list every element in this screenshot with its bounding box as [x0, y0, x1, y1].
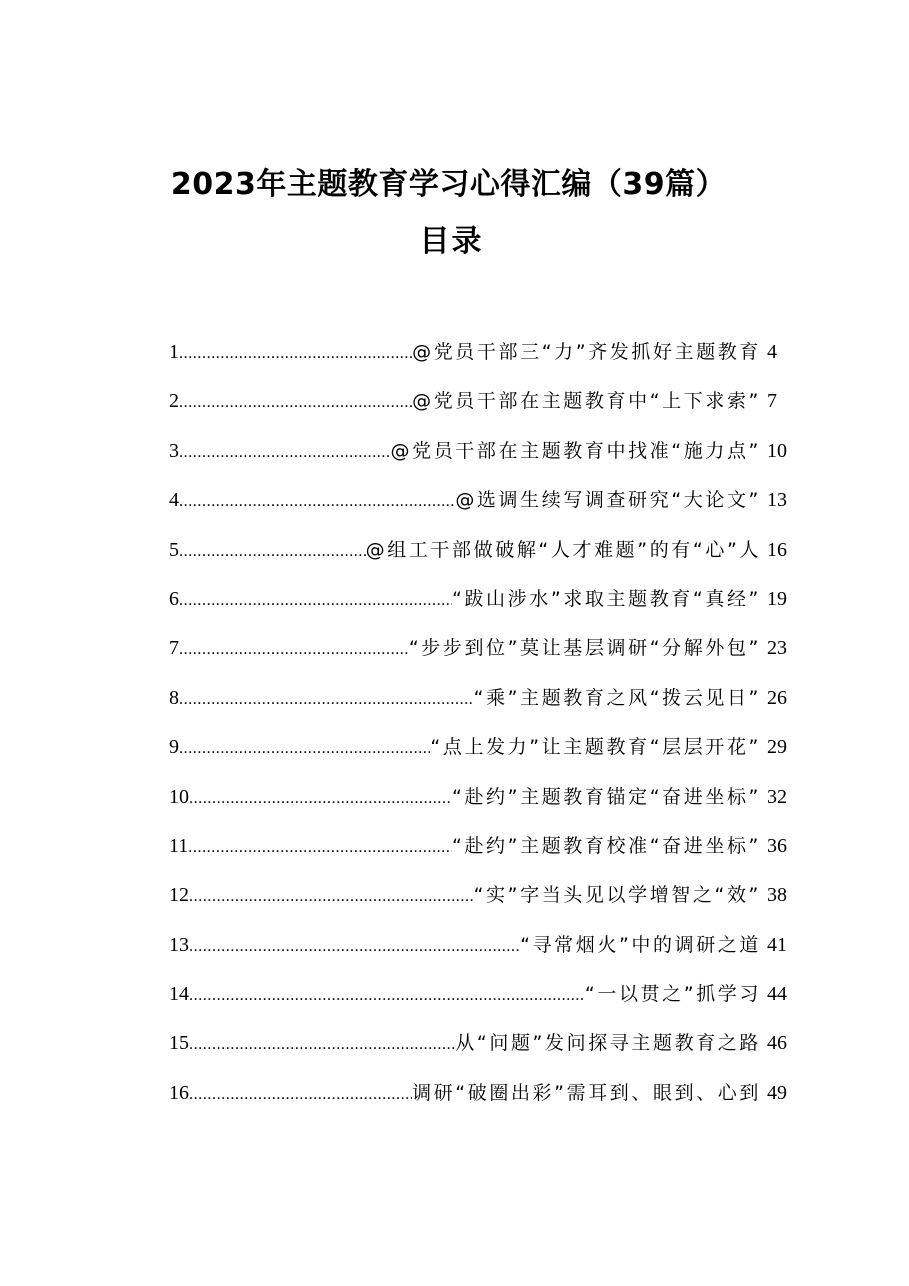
toc-dot-leader — [179, 383, 412, 423]
toc-entry-title: @选调生续写调查研究“大论文” — [455, 489, 761, 512]
toc-entry-number: 11 — [169, 834, 189, 857]
toc-entry-title: “赴约”主题教育校准“奋进坐标” — [452, 834, 761, 857]
toc-entry-page: 7 — [767, 390, 777, 413]
toc-entry-15[interactable] — [169, 1023, 789, 1072]
toc-dot-leader — [179, 433, 391, 473]
toc-entry-12[interactable] — [169, 875, 789, 924]
toc-entry-13[interactable] — [169, 925, 789, 974]
toc-entry-page: 23 — [767, 637, 787, 660]
toc-entry-number: 3 — [169, 439, 179, 462]
toc-entry-3[interactable] — [169, 431, 789, 480]
toc-dot-leader — [189, 1025, 455, 1065]
toc-entry-16[interactable] — [169, 1073, 789, 1122]
toc-dot-leader — [179, 729, 430, 769]
toc-entry-title: “跋山涉水”求取主题教育“真经” — [452, 587, 761, 610]
toc-dot-leader — [189, 877, 474, 917]
toc-entry-page: 38 — [767, 884, 787, 907]
toc-entry-number: 6 — [169, 587, 179, 610]
toc-entry-11[interactable] — [169, 826, 789, 875]
toc-entry-title: “实”字当头见以学增智之“效” — [473, 884, 761, 907]
toc-entry-number: 7 — [169, 637, 179, 660]
toc-dot-leader — [179, 630, 409, 670]
toc-entry-10[interactable] — [169, 777, 789, 826]
toc-entry-title: “寻常烟火”中的调研之道 — [520, 933, 761, 956]
toc-dot-leader — [188, 828, 452, 868]
toc-entry-page: 32 — [767, 785, 787, 808]
toc-entry-page: 16 — [767, 538, 787, 561]
toc-entry-title: “一以贯之”抓学习 — [584, 983, 761, 1006]
toc-entry-page: 46 — [767, 1032, 787, 1055]
toc-entry-9[interactable] — [169, 727, 789, 776]
toc-entry-number: 5 — [169, 538, 179, 561]
toc-dot-leader — [179, 532, 366, 572]
toc-entry-page: 4 — [767, 341, 777, 363]
toc-entry-number: 9 — [169, 736, 179, 759]
toc-entry-number: 1 — [169, 341, 179, 363]
toc-heading: 目录 — [419, 224, 484, 259]
toc-entry-page: 26 — [767, 686, 787, 709]
toc-entry-page: 19 — [767, 587, 787, 610]
toc-entry-number: 2 — [169, 390, 179, 413]
toc-dot-leader — [179, 680, 474, 720]
toc-entry-page: 36 — [767, 834, 787, 857]
toc-entry-number: 4 — [169, 489, 179, 512]
toc-dot-leader — [189, 976, 585, 1016]
toc-entry-number: 12 — [169, 884, 189, 907]
toc-dot-leader — [179, 581, 452, 621]
toc-entry-number: 15 — [169, 1032, 189, 1055]
toc-entry-page: 44 — [767, 983, 787, 1006]
toc-entry-8[interactable] — [169, 678, 789, 727]
toc-entry-title: 从“问题”发问探寻主题教育之路 — [455, 1032, 761, 1055]
toc-entry-number: 14 — [169, 983, 189, 1006]
toc-entry-title: “乘”主题教育之风“拨云见日” — [473, 686, 761, 709]
toc-entry-title: 调研“破圈出彩”需耳到、眼到、心到 — [412, 1081, 761, 1104]
toc-entry-page: 13 — [767, 489, 787, 512]
toc-entry-page: 29 — [767, 736, 787, 759]
toc-entry-page: 49 — [767, 1081, 787, 1104]
toc-entry-4[interactable] — [169, 480, 789, 529]
toc-dot-leader — [189, 927, 520, 967]
toc-entry-2[interactable] — [169, 381, 789, 430]
toc-entry-number: 16 — [169, 1081, 189, 1104]
toc-entry-title: @党员干部在主题教育中找准“施力点” — [390, 439, 761, 462]
toc-entry-title: “步步到位”莫让基层调研“分解外包” — [408, 637, 761, 660]
document-title: 2023年主题教育学习心得汇编（39篇） — [170, 167, 727, 202]
toc-dot-leader — [179, 482, 455, 522]
toc-entry-title: “赴约”主题教育锚定“奋进坐标” — [452, 785, 761, 808]
toc-entry-5[interactable] — [169, 530, 789, 579]
toc-entry-number: 8 — [169, 686, 179, 709]
toc-entry-7[interactable] — [169, 628, 789, 677]
toc-entry-6[interactable] — [169, 579, 789, 628]
toc-entry-1[interactable] — [169, 332, 789, 381]
toc-dot-leader — [189, 1075, 412, 1115]
toc-entry-number: 13 — [169, 933, 189, 956]
toc-entry-title: @组工干部做破解“人才难题”的有“心”人 — [365, 538, 761, 561]
toc-entry-14[interactable] — [169, 974, 789, 1023]
toc-dot-leader — [179, 334, 412, 374]
toc-dot-leader — [189, 779, 452, 819]
table-of-contents — [169, 332, 789, 1122]
toc-entry-number: 10 — [169, 785, 189, 808]
toc-entry-title: @党员干部在主题教育中“上下求索” — [412, 390, 761, 413]
toc-entry-page: 41 — [767, 933, 787, 956]
toc-entry-page: 10 — [767, 439, 787, 462]
toc-entry-title: @党员干部三“力”齐发抓好主题教育 — [412, 341, 761, 363]
toc-entry-title: “点上发力”让主题教育“层层开花” — [430, 736, 761, 759]
